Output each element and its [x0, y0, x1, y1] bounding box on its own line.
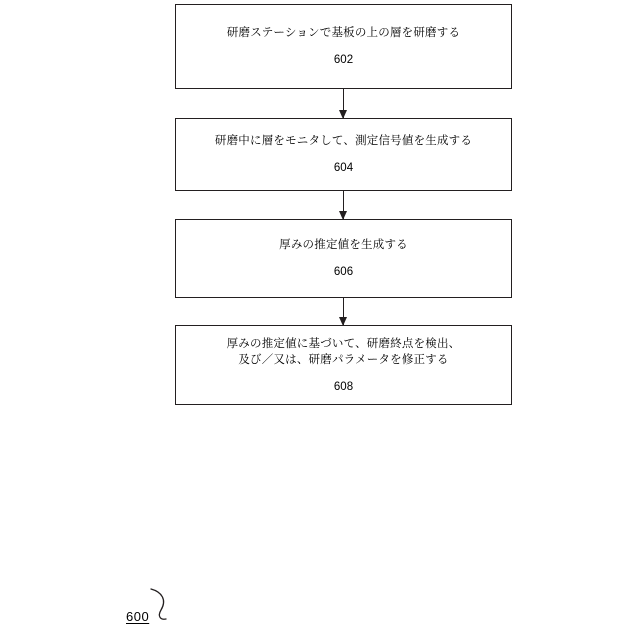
curved-leader-line-icon: [148, 588, 170, 622]
flowchart-step-606-text: 厚みの推定値を生成する: [279, 239, 408, 251]
figure-number-label: 600: [126, 609, 150, 624]
flowchart-step-608: [175, 325, 512, 405]
flowchart-step-608-number: 608: [333, 380, 354, 393]
flowchart-step-602-text: 研磨ステーションで基板の上の層を研磨する: [226, 27, 461, 39]
flowchart-step-606-number: 606: [333, 266, 354, 278]
down-arrow-icon-604-to-606: [343, 191, 344, 219]
flowchart-step-602-number: 602: [333, 54, 354, 66]
flowchart-step-604-text: 研磨中に層をモニタして、測定信号値を生成する: [214, 135, 473, 147]
flowchart-step-604: [175, 118, 512, 191]
flowchart-step-604-number: 604: [333, 162, 354, 174]
flowchart-step-606: [175, 219, 512, 298]
flowchart-step-608-text: 厚みの推定値に基づいて、研磨終点を検出、 及び／又は、研磨パラメータを修正する: [226, 337, 461, 366]
down-arrow-icon-602-to-604: [343, 89, 344, 118]
down-arrow-icon-606-to-608: [343, 298, 344, 325]
flowchart-step-602: [175, 4, 512, 89]
